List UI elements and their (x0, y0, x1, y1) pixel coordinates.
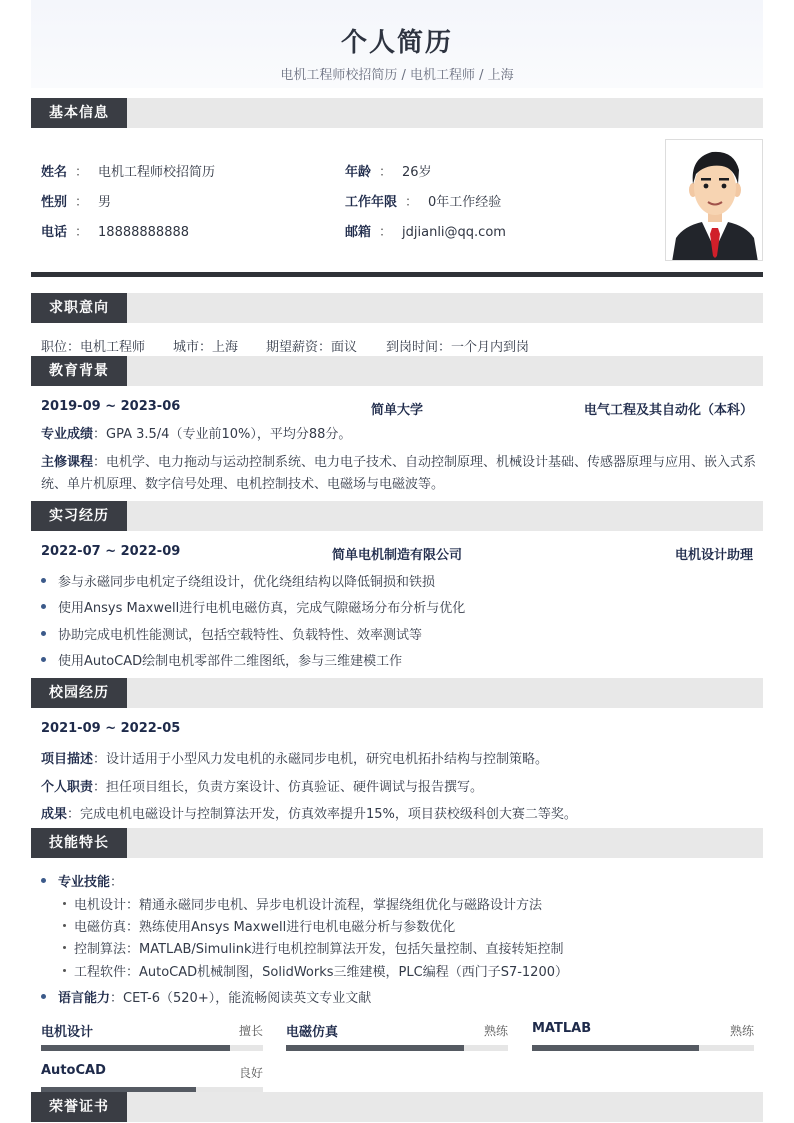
list-item: 控制算法：MATLAB/Simulink进行电机控制算法开发，包括矢量控制、直接转矩控制 (63, 938, 564, 957)
skill-level: 良好 (238, 1066, 263, 1080)
avatar (665, 139, 763, 261)
education-courses: 主修课程：电机学、电力拖动与运动控制系统、电力电子技术、自动控制原理、机械设计基础、传感器原理与应用、嵌入式系 统、单片机原理、数字信号处理、电机控制技术、电磁场与电磁波等。 (41, 455, 757, 492)
intent-position: 职位：电机工程师 (41, 340, 146, 355)
skill-level: 擅长 (238, 1024, 263, 1038)
phone-value: 18888888888 (98, 225, 190, 240)
campus-duty: 个人职责：担任项目组长，负责方案设计、仿真验证、硬件调试与报告撰写。 (41, 780, 484, 795)
skill-fill (286, 1045, 464, 1051)
skill-bar (532, 1021, 754, 1061)
age-field: 年龄 ： 26岁 (345, 161, 432, 180)
email-field: 邮箱 ： jdjianli@qq.com (345, 221, 506, 240)
internship-role: 电机设计助理 (674, 548, 753, 563)
page-subtitle: 电机工程师校招简历 / 电机工程师 / 上海 (280, 68, 514, 83)
section-internship (31, 501, 763, 531)
campus-desc: 项目描述：设计适用于小型风力发电机的永磁同步电机，研究电机拓扑结构与控制策略。 (41, 752, 549, 767)
divider (31, 272, 763, 277)
email-label: 邮箱 (345, 225, 372, 240)
intent-arrival: 到岗时间：一个月内到岗 (386, 340, 530, 355)
section-title: 基本信息 (31, 98, 127, 128)
section-title: 实习经历 (31, 501, 127, 531)
name-value: 电机工程师校招简历 (98, 165, 216, 180)
years-value: 0年工作经验 (428, 195, 502, 210)
education-school: 简单大学 (370, 403, 423, 418)
internship-period: 2022-07 ~ 2022-09 (41, 544, 181, 559)
list-item: 使用AutoCAD绘制电机零部件二维图纸，参与三维建模工作 (41, 650, 402, 669)
intent-city: 城市：上海 (173, 340, 239, 355)
skill-fill (532, 1045, 699, 1051)
section-title: 求职意向 (31, 293, 127, 323)
list-item: 参与永磁同步电机定子绕组设计，优化绕组结构以降低铜损和铁损 (41, 571, 435, 590)
internship-company: 简单电机制造有限公司 (331, 548, 462, 563)
education-grade: 专业成绩：GPA 3.5/4（专业前10%），平均分88分。 (41, 427, 352, 442)
gender-value: 男 (98, 195, 112, 210)
email-value: jdjianli@qq.com (402, 225, 506, 240)
section-title: 校园经历 (31, 678, 127, 708)
section-title: 荣誉证书 (31, 1092, 127, 1122)
name-label: 姓名 (41, 165, 68, 180)
skill-level: 熟练 (729, 1024, 754, 1038)
page-title: 个人简历 (340, 28, 453, 58)
skill-name: AutoCAD (41, 1063, 106, 1078)
section-campus (31, 678, 763, 708)
skill-track (286, 1045, 508, 1051)
skill-name: 电机设计 (41, 1025, 94, 1040)
section-title: 技能特长 (31, 828, 127, 858)
skill-name: MATLAB (532, 1021, 592, 1036)
section-job-intent (31, 293, 763, 323)
list-item: 电机设计：精通永磁同步电机、异步电机设计流程，掌握绕组优化与磁路设计方法 (63, 894, 542, 913)
name-field: 姓名 ： 电机工程师校招简历 (41, 161, 215, 180)
internship-row (41, 544, 753, 564)
skills-professional: 专业技能： (41, 871, 123, 890)
years-field: 工作年限 ： 0年工作经验 (345, 191, 501, 210)
skill-fill (41, 1045, 230, 1051)
intent-salary: 期望薪资：面议 (266, 340, 358, 355)
education-major: 电气工程及其自动化（本科） (583, 403, 753, 418)
list-item: 工程软件：AutoCAD机械制图，SolidWorks三维建模，PLC编程（西门子S7-1200） (63, 961, 568, 980)
skills-language: 语言能力：CET-6（520+），能流畅阅读英文专业文献 (41, 987, 371, 1006)
phone-field: 电话 ： 18888888888 (41, 221, 189, 240)
resume-page (31, 0, 763, 1123)
list-item: 电磁仿真：熟练使用Ansys Maxwell进行电机电磁分析与参数优化 (63, 916, 455, 935)
skill-track (532, 1045, 754, 1051)
list-item: 使用Ansys Maxwell进行电机电磁仿真，完成气隙磁场分布分析与优化 (41, 597, 465, 616)
years-label: 工作年限 (345, 195, 398, 210)
education-row (41, 399, 753, 419)
phone-label: 电话 (41, 225, 68, 240)
campus-result: 成果：完成电机电磁设计与控制算法开发，仿真效率提升15%，项目获校级科创大赛二等奖。 (41, 807, 577, 822)
skill-level: 熟练 (483, 1024, 508, 1038)
skill-bar (286, 1021, 508, 1061)
skill-bar (41, 1021, 263, 1061)
section-honors (31, 1092, 763, 1122)
section-title: 教育背景 (31, 356, 127, 386)
section-skills (31, 828, 763, 858)
skill-track (41, 1045, 263, 1051)
list-item: 协助完成电机性能测试，包括空载特性、负载特性、效率测试等 (41, 624, 422, 643)
age-label: 年龄 (345, 165, 372, 180)
age-value: 26岁 (402, 165, 432, 180)
gender-field: 性别 ： 男 (41, 191, 111, 210)
gender-label: 性别 (41, 195, 68, 210)
skill-name: 电磁仿真 (286, 1025, 339, 1040)
section-education (31, 356, 763, 386)
campus-period: 2021-09 ~ 2022-05 (41, 721, 181, 736)
section-basic-info (31, 98, 763, 128)
education-period: 2019-09 ~ 2023-06 (41, 399, 181, 414)
resume-header (31, 0, 763, 88)
